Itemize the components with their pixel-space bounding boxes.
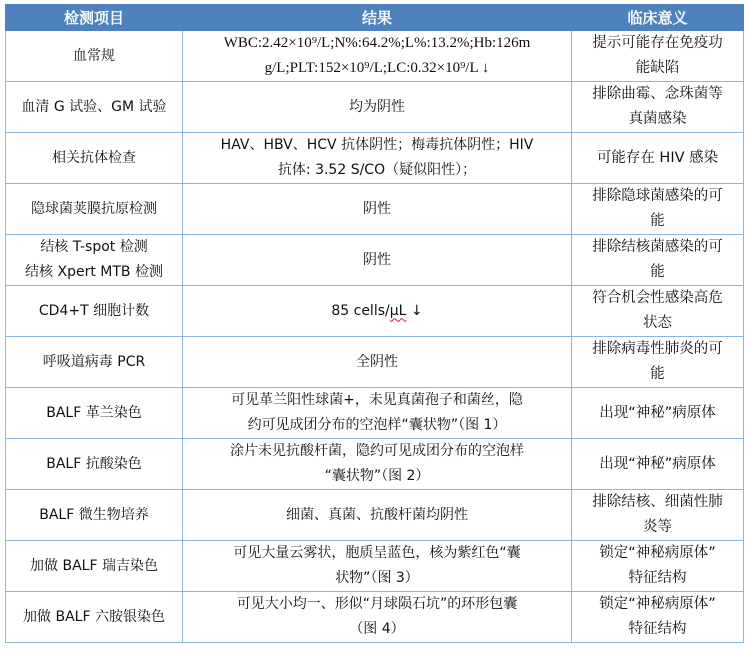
result-cell: [183, 337, 572, 388]
table-row: [6, 541, 744, 592]
lab-results-table: [5, 4, 744, 643]
result-cell: [183, 541, 572, 592]
result-line: 涂片未见抗酸杆菌，隐约可见成团分布的空泡样: [230, 443, 524, 459]
test-item-text: BALF 微生物培养: [39, 506, 149, 523]
result-cell: [183, 235, 572, 286]
result-text: 阴性: [363, 251, 391, 268]
table-row: [6, 31, 744, 82]
test-item-text: 加做 BALF 瑞吉染色: [30, 557, 158, 574]
clinical-significance-cell: [572, 286, 744, 337]
clinical-significance-cell: [572, 388, 744, 439]
significance-line: 排除病毒性肺炎的可: [592, 341, 723, 357]
significance-line: 能: [650, 366, 665, 382]
table-header-row: [6, 5, 744, 31]
test-item-text: 加做 BALF 六胺银染色: [23, 608, 165, 625]
significance-line: 炎等: [643, 519, 672, 535]
result-line: 状物”（图 3）: [335, 570, 419, 586]
clinical-significance-cell: [572, 31, 744, 82]
result-text: 细菌、真菌、抗酸杆菌均阴性: [286, 506, 468, 523]
test-item-cell: [6, 31, 183, 82]
result-text: 阴性: [363, 200, 391, 217]
result-cell: [183, 592, 572, 643]
significance-text: 出现“神秘”病原体: [599, 455, 716, 472]
report-table-container: [5, 4, 743, 643]
header-clinical-significance: 临床意义: [572, 5, 744, 31]
significance-line: 符合机会性感染高危: [592, 290, 723, 306]
test-item-cell: [6, 541, 183, 592]
table-row: [6, 235, 744, 286]
result-cell: [183, 286, 572, 337]
result-line: HAV、HBV、HCV 抗体阴性；梅毒抗体阴性；HIV: [220, 137, 534, 153]
significance-line: 状态: [643, 315, 672, 331]
test-item-text: 隐球菌荚膜抗原检测: [31, 200, 157, 217]
clinical-significance-cell: [572, 439, 744, 490]
test-item-cell: [6, 388, 183, 439]
test-item-text: BALF 革兰染色: [46, 404, 142, 421]
test-item-text: BALF 抗酸染色: [46, 455, 142, 472]
result-line: g/L;PLT:152×10⁹/L;LC:0.32×10⁹/L ↓: [264, 60, 490, 76]
table-row: [6, 82, 744, 133]
result-line: （图 4）: [349, 621, 405, 637]
clinical-significance-cell: [572, 541, 744, 592]
header-result: 结果: [183, 5, 572, 31]
significance-line: 能: [650, 264, 665, 280]
table-row: [6, 388, 744, 439]
table-row: [6, 133, 744, 184]
significance-line: 能: [650, 213, 665, 229]
result-text: 均为阴性: [349, 98, 405, 115]
clinical-significance-cell: [572, 184, 744, 235]
significance-line: 排除结核菌感染的可: [592, 239, 723, 255]
significance-line: 特征结构: [628, 570, 687, 586]
clinical-significance-cell: [572, 490, 744, 541]
clinical-significance-cell: [572, 235, 744, 286]
significance-line: 真菌感染: [628, 111, 687, 127]
significance-text: 出现“神秘”病原体: [599, 404, 716, 421]
clinical-significance-cell: [572, 592, 744, 643]
test-item-cell: [6, 235, 183, 286]
significance-line: 排除结核、细菌性肺: [592, 494, 723, 510]
result-cell: [183, 82, 572, 133]
significance-line: 排除曲霉、念珠菌等: [592, 86, 723, 102]
significance-line: 特征结构: [628, 621, 687, 637]
test-item-cell: [6, 133, 183, 184]
test-item-cell: [6, 592, 183, 643]
result-cell: [183, 388, 572, 439]
result-line: WBC:2.42×10⁹/L;N%:64.2%;L%:13.2%;Hb:126m: [223, 35, 531, 51]
result-line: 可见大量云雾状，胞质呈蓝色，核为紫红色“囊: [233, 545, 521, 561]
result-line: “囊状物”（图 2）: [324, 468, 430, 484]
test-item-line: 结核 T-spot 检测: [40, 239, 148, 255]
header-test-item: 检测项目: [6, 5, 183, 31]
result-cell: [183, 439, 572, 490]
result-cell: [183, 490, 572, 541]
test-item-line: 结核 Xpert MTB 检测: [25, 264, 163, 280]
significance-line: 能缺陷: [635, 60, 680, 76]
clinical-significance-cell: [572, 337, 744, 388]
test-item-cell: [6, 184, 183, 235]
result-text: 全阴性: [356, 353, 398, 370]
test-item-cell: [6, 490, 183, 541]
result-cell: [183, 133, 572, 184]
test-item-cell: [6, 82, 183, 133]
test-item-cell: [6, 286, 183, 337]
test-item-cell: [6, 439, 183, 490]
significance-text: 可能存在 HIV 感染: [596, 149, 719, 166]
result-unit: μL: [389, 302, 407, 319]
clinical-significance-cell: [572, 133, 744, 184]
test-item-text: 呼吸道病毒 PCR: [42, 353, 146, 370]
table-row: [6, 490, 744, 541]
table-row: [6, 337, 744, 388]
significance-line: 锁定“神秘病原体”: [599, 545, 716, 561]
result-cell: [183, 31, 572, 82]
result-line: 可见革兰阳性球菌+，未见真菌孢子和菌丝，隐: [231, 392, 523, 408]
result-line: 约可见成团分布的空泡样“囊状物”（图 1）: [247, 417, 507, 433]
test-item-text: CD4+T 细胞计数: [38, 302, 150, 319]
significance-line: 提示可能存在免疫功: [592, 35, 723, 51]
significance-line: 排除隐球菌感染的可: [592, 188, 723, 204]
table-row: [6, 439, 744, 490]
table-row: [6, 286, 744, 337]
result-line: 抗体: 3.52 S/CO（疑似阳性）；: [277, 162, 477, 178]
result-trend-arrow: ↓: [406, 302, 423, 319]
table-row: [6, 592, 744, 643]
test-item-text: 血常规: [73, 47, 115, 64]
test-item-text: 血清 G 试验、GM 试验: [21, 98, 167, 115]
clinical-significance-cell: [572, 82, 744, 133]
table-row: [6, 184, 744, 235]
result-cell: [183, 184, 572, 235]
significance-line: 锁定“神秘病原体”: [599, 596, 716, 612]
test-item-cell: [6, 337, 183, 388]
test-item-text: 相关抗体检查: [52, 149, 136, 166]
result-line: 可见大小均一、形似“月球陨石坑”的环形包囊: [236, 596, 518, 612]
result-value: 85 cells/: [331, 302, 390, 319]
